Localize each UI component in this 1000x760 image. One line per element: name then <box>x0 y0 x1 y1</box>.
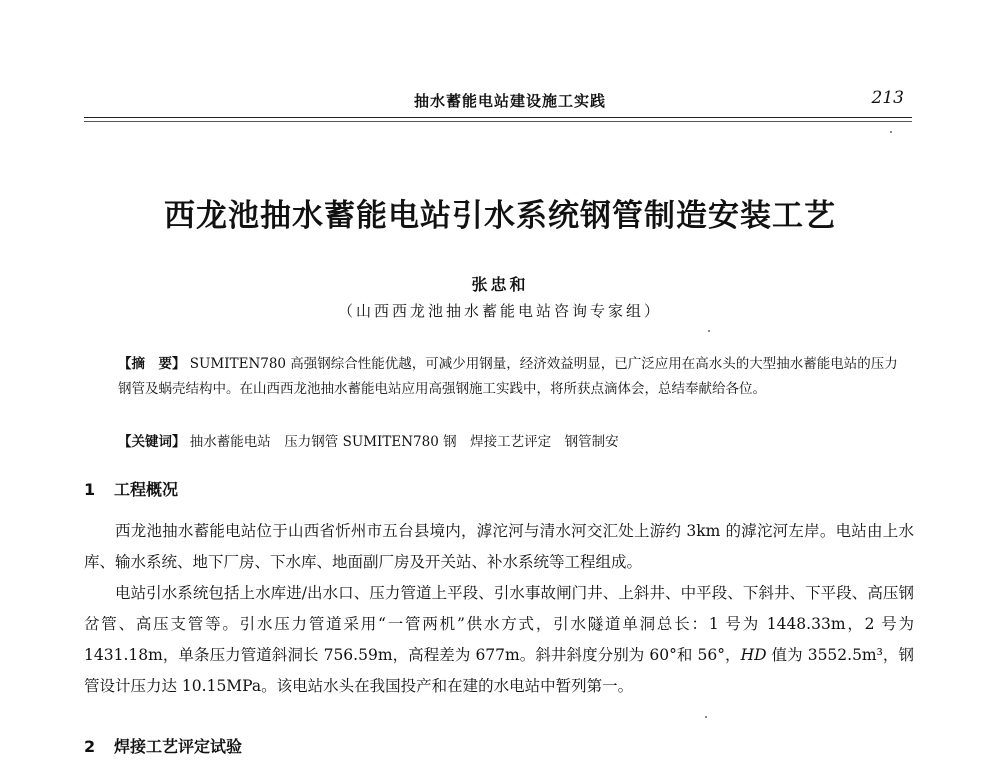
paper-title: 西龙池抽水蓄能电站引水系统钢管制造安装工艺 <box>164 198 836 234</box>
paragraph-text-tail: 值为 3552.5m³，钢管设计压力达 10.15MPa。该电站水头在我国投产和在建的水电站中暂列第一。 <box>84 646 914 695</box>
scan-speck <box>890 131 892 133</box>
scan-speck <box>705 716 707 718</box>
scan-speck <box>708 330 710 332</box>
author-affiliation: （山西西龙池抽水蓄能电站咨询专家组） <box>337 302 662 320</box>
header-rule <box>84 117 912 118</box>
section-1-body <box>84 516 914 702</box>
section-title: 工程概况 <box>114 480 179 499</box>
paragraph-text: 电站引水系统包括上水库进/出水口、压力管道上平段、引水事故闸门井、上斜井、中平段、下斜井、下平段、高压钢岔管、高压支管等。引水压力管道采用“一管两机”供水方式，引水隧道单洞总长：1 号为 1448.33m，2 号为 1431.18m，单条压力管道斜洞长 756.59m，高程差为 677m。斜井斜度分别为 60°和 56°， <box>84 584 914 664</box>
keywords-text: 抽水蓄能电站 压力钢管 SUMITEN780 钢 焊接工艺评定 钢管制安 <box>189 434 619 450</box>
abstract-text: SUMITEN780 高强钢综合性能优越，可减少用钢量，经济效益明显，已广泛应用在高水头的大型抽水蓄能电站的压力钢管及蜗壳结构中。在山西西龙池抽水蓄能电站应用高强钢施工实践中，将所获点滴体会，总结奉献给各位。 <box>118 356 898 397</box>
abstract <box>118 352 908 402</box>
section-number: 2 <box>84 737 96 756</box>
section-heading-2 <box>84 734 242 757</box>
section-title: 焊接工艺评定试验 <box>114 737 243 756</box>
running-header <box>0 90 1000 112</box>
running-title: 抽水蓄能电站建设施工实践 <box>413 92 606 110</box>
hd-symbol: HD <box>740 646 767 664</box>
header-rule-secondary <box>84 121 912 122</box>
keywords-label: 【关键词】 <box>118 434 186 450</box>
section-number: 1 <box>84 480 96 499</box>
paragraph <box>84 578 914 702</box>
keywords <box>118 430 908 455</box>
page-number: 213 <box>871 88 904 108</box>
author-name: 张忠和 <box>471 275 529 294</box>
section-heading-1 <box>84 477 178 500</box>
paragraph: 西龙池抽水蓄能电站位于山西省忻州市五台县境内，滹沱河与清水河交汇处上游约 3km 的滹沱河左岸。电站由上水库、输水系统、地下厂房、下水库、地面副厂房及开关站、补水系统等工程组成。 <box>84 522 914 571</box>
abstract-label: 【摘 要】 <box>118 356 186 372</box>
